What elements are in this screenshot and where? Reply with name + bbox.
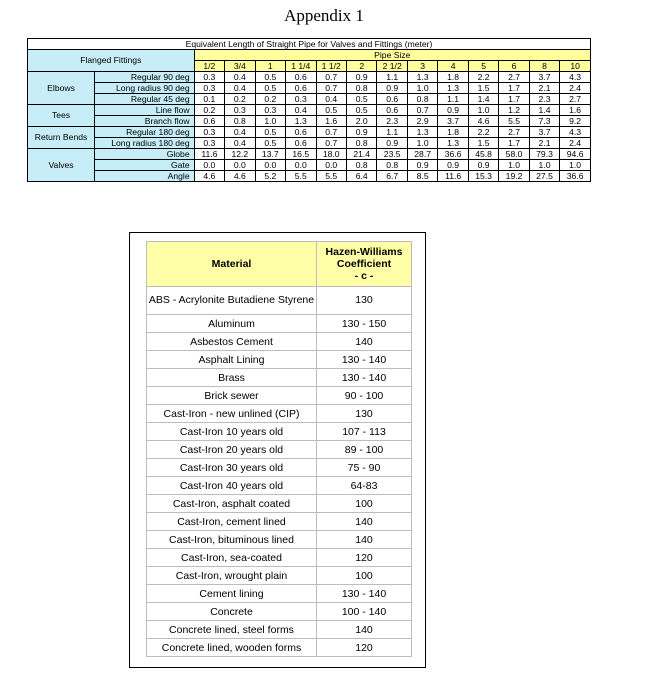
length-value: 79.3 [529, 149, 559, 160]
length-value: 2.7 [560, 94, 591, 105]
material-cell: Asphalt Lining [147, 351, 317, 369]
length-value: 0.5 [316, 105, 346, 116]
length-value: 1.5 [468, 83, 498, 94]
length-value: 0.8 [346, 138, 376, 149]
length-value: 0.2 [225, 94, 255, 105]
length-value: 0.8 [346, 83, 376, 94]
length-value: 0.4 [316, 94, 346, 105]
flanged-fittings-header: Flanged Fittings [28, 50, 195, 72]
table-row [147, 495, 412, 513]
fitting-category: Elbows [28, 72, 95, 105]
pipe-size-cell: 5 [468, 61, 498, 72]
coefficient-cell: 140 [317, 531, 412, 549]
length-value: 6.4 [346, 171, 376, 182]
length-value: 5.5 [286, 171, 316, 182]
length-value: 1.0 [255, 116, 285, 127]
material-cell: Concrete lined, steel forms [147, 621, 317, 639]
material-cell: ABS - Acrylonite Butadiene Styrene [147, 287, 317, 315]
length-value: 16.5 [286, 149, 316, 160]
page-title: Appendix 1 [284, 6, 364, 25]
pipe-size-cell: 6 [499, 61, 529, 72]
fitting-label: Globe [95, 149, 195, 160]
coefficient-cell: 120 [317, 639, 412, 657]
table-row [147, 477, 412, 495]
length-value: 1.1 [377, 127, 407, 138]
material-cell: Brass [147, 369, 317, 387]
length-value: 1.0 [499, 160, 529, 171]
length-value: 45.8 [468, 149, 498, 160]
length-value: 0.3 [194, 72, 224, 83]
length-value: 0.7 [316, 138, 346, 149]
length-value: 9.2 [560, 116, 591, 127]
table-row [147, 603, 412, 621]
length-value: 1.8 [438, 72, 468, 83]
length-value: 0.6 [377, 105, 407, 116]
length-value: 3.7 [438, 116, 468, 127]
length-value: 36.6 [560, 171, 591, 182]
length-value: 1.0 [529, 160, 559, 171]
fitting-label: Regular 45 deg [95, 94, 195, 105]
coefficient-header-line3: - c - [354, 270, 374, 282]
table-row [147, 585, 412, 603]
length-value: 0.3 [225, 105, 255, 116]
table-row [147, 567, 412, 585]
pipe-size-cell: 1/2 [194, 61, 224, 72]
length-value: 11.6 [194, 149, 224, 160]
table-row [147, 549, 412, 567]
length-value: 1.0 [407, 83, 437, 94]
pipe-size-header: Pipe Size [194, 50, 590, 61]
length-value: 1.1 [438, 94, 468, 105]
table-row [28, 72, 591, 83]
length-value: 58.0 [499, 149, 529, 160]
material-cell: Cast-Iron, sea-coated [147, 549, 317, 567]
equivalent-length-table [27, 38, 591, 182]
coefficient-header-line2: Coefficient [336, 258, 392, 270]
length-value: 1.5 [468, 138, 498, 149]
length-value: 2.1 [529, 138, 559, 149]
coefficient-cell: 90 - 100 [317, 387, 412, 405]
length-value: 0.4 [225, 72, 255, 83]
length-value: 0.5 [255, 83, 285, 94]
length-value: 1.2 [499, 105, 529, 116]
coefficient-cell: 130 [317, 287, 412, 315]
pipe-size-cell: 1 [255, 61, 285, 72]
length-value: 27.5 [529, 171, 559, 182]
length-value: 0.4 [225, 127, 255, 138]
length-value: 0.6 [286, 127, 316, 138]
table-row [147, 459, 412, 477]
length-value: 4.6 [194, 171, 224, 182]
length-value: 0.9 [346, 72, 376, 83]
length-value: 7.3 [529, 116, 559, 127]
length-value: 5.5 [316, 171, 346, 182]
table-row [147, 315, 412, 333]
length-value: 18.0 [316, 149, 346, 160]
length-value: 0.7 [316, 83, 346, 94]
length-value: 94.6 [560, 149, 591, 160]
fitting-label: Regular 90 deg [95, 72, 195, 83]
table-row [147, 351, 412, 369]
length-value: 2.4 [560, 83, 591, 94]
length-value: 0.6 [286, 83, 316, 94]
length-value: 0.0 [255, 160, 285, 171]
length-value: 0.9 [438, 105, 468, 116]
length-value: 1.3 [407, 127, 437, 138]
length-value: 0.3 [286, 94, 316, 105]
length-value: 1.0 [468, 105, 498, 116]
length-value: 11.6 [438, 171, 468, 182]
table-row [28, 138, 591, 149]
length-value: 1.3 [438, 83, 468, 94]
length-value: 0.5 [255, 72, 285, 83]
length-value: 21.4 [346, 149, 376, 160]
length-value: 1.6 [316, 116, 346, 127]
fitting-label: Gate [95, 160, 195, 171]
length-value: 1.4 [468, 94, 498, 105]
table-row [147, 405, 412, 423]
pipe-size-cell: 10 [560, 61, 591, 72]
material-cell: Cast-Iron 20 years old [147, 441, 317, 459]
coefficient-cell: 130 - 150 [317, 315, 412, 333]
length-value: 0.6 [286, 72, 316, 83]
table-row [147, 423, 412, 441]
fitting-category: Valves [28, 149, 95, 182]
material-cell: Cast-Iron 30 years old [147, 459, 317, 477]
length-value: 0.0 [225, 160, 255, 171]
material-cell: Cast-Iron 10 years old [147, 423, 317, 441]
length-value: 0.3 [194, 138, 224, 149]
length-value: 0.4 [286, 105, 316, 116]
table-row [28, 127, 591, 138]
length-value: 15.3 [468, 171, 498, 182]
length-value: 1.7 [499, 94, 529, 105]
length-value: 1.3 [438, 138, 468, 149]
length-value: 0.9 [407, 160, 437, 171]
length-value: 4.3 [560, 127, 591, 138]
length-value: 4.6 [468, 116, 498, 127]
length-value: 0.9 [438, 160, 468, 171]
length-value: 1.4 [529, 105, 559, 116]
length-value: 1.8 [438, 127, 468, 138]
fitting-category: Return Bends [28, 127, 95, 149]
table-row [147, 333, 412, 351]
length-value: 1.6 [560, 105, 591, 116]
length-value: 2.3 [529, 94, 559, 105]
length-value: 5.5 [499, 116, 529, 127]
coefficient-cell: 130 - 140 [317, 585, 412, 603]
length-value: 3.7 [529, 72, 559, 83]
table-row [147, 369, 412, 387]
length-value: 12.2 [225, 149, 255, 160]
length-value: 0.6 [286, 138, 316, 149]
coefficient-cell: 75 - 90 [317, 459, 412, 477]
length-value: 2.1 [529, 83, 559, 94]
table-row [147, 621, 412, 639]
coefficient-cell: 140 [317, 513, 412, 531]
coefficient-cell: 140 [317, 621, 412, 639]
length-value: 19.2 [499, 171, 529, 182]
length-value: 0.4 [225, 83, 255, 94]
coefficient-cell: 100 [317, 495, 412, 513]
material-cell: Cast-Iron, cement lined [147, 513, 317, 531]
length-value: 2.9 [407, 116, 437, 127]
coefficient-cell: 130 - 140 [317, 351, 412, 369]
length-value: 3.7 [529, 127, 559, 138]
table-row [28, 149, 591, 160]
length-value: 28.7 [407, 149, 437, 160]
fitting-label: Angle [95, 171, 195, 182]
length-value: 1.0 [560, 160, 591, 171]
length-value: 0.9 [346, 127, 376, 138]
fitting-label: Long radius 90 deg [95, 83, 195, 94]
length-value: 2.2 [468, 72, 498, 83]
length-value: 0.8 [377, 160, 407, 171]
length-value: 0.9 [377, 83, 407, 94]
length-value: 0.5 [346, 105, 376, 116]
table-row [28, 94, 591, 105]
length-value: 2.2 [468, 127, 498, 138]
table-row [147, 387, 412, 405]
fitting-label: Long radius 180 deg [95, 138, 195, 149]
fitting-label: Regular 180 deg [95, 127, 195, 138]
hazen-williams-table [146, 241, 412, 657]
table-row [28, 160, 591, 171]
length-value: 2.7 [499, 72, 529, 83]
length-value: 6.7 [377, 171, 407, 182]
table-row [147, 287, 412, 315]
length-value: 1.7 [499, 83, 529, 94]
pipe-size-cell: 1 1/2 [316, 61, 346, 72]
table-caption: Equivalent Length of Straight Pipe for Valves and Fittings (meter) [28, 39, 591, 50]
coefficient-cell: 120 [317, 549, 412, 567]
material-cell: Aluminum [147, 315, 317, 333]
coefficient-cell: 130 - 140 [317, 369, 412, 387]
length-value: 0.5 [346, 94, 376, 105]
pipe-size-cell: 3/4 [225, 61, 255, 72]
length-value: 0.2 [255, 94, 285, 105]
pipe-size-cell: 4 [438, 61, 468, 72]
material-cell: Cast-Iron, asphalt coated [147, 495, 317, 513]
material-cell: Cast-Iron, bituminous lined [147, 531, 317, 549]
length-value: 2.4 [560, 138, 591, 149]
pipe-size-cell: 8 [529, 61, 559, 72]
length-value: 0.4 [225, 138, 255, 149]
material-cell: Concrete [147, 603, 317, 621]
table-row [28, 171, 591, 182]
length-value: 2.3 [377, 116, 407, 127]
fitting-label: Branch flow [95, 116, 195, 127]
fitting-label: Line flow [95, 105, 195, 116]
table-row [147, 513, 412, 531]
material-cell: Cast-Iron - new unlined (CIP) [147, 405, 317, 423]
coefficient-header-line1: Hazen-Williams [325, 246, 403, 258]
table-row [147, 441, 412, 459]
length-value: 2.0 [346, 116, 376, 127]
length-value: 0.7 [407, 105, 437, 116]
length-value: 1.3 [407, 72, 437, 83]
material-header: Material [147, 242, 317, 287]
length-value: 0.8 [346, 160, 376, 171]
length-value: 1.1 [377, 72, 407, 83]
coefficient-cell: 100 - 140 [317, 603, 412, 621]
coefficient-cell: 140 [317, 333, 412, 351]
pipe-size-cell: 3 [407, 61, 437, 72]
coefficient-cell: 89 - 100 [317, 441, 412, 459]
length-value: 1.7 [499, 138, 529, 149]
length-value: 0.6 [194, 116, 224, 127]
length-value: 23.5 [377, 149, 407, 160]
pipe-size-cell: 1 1/4 [286, 61, 316, 72]
material-cell: Cast-Iron 40 years old [147, 477, 317, 495]
table-row [28, 105, 591, 116]
length-value: 0.0 [194, 160, 224, 171]
length-value: 0.1 [194, 94, 224, 105]
table-row [28, 116, 591, 127]
coefficient-cell: 100 [317, 567, 412, 585]
length-value: 0.5 [255, 127, 285, 138]
length-value: 8.5 [407, 171, 437, 182]
length-value: 0.5 [255, 138, 285, 149]
length-value: 0.7 [316, 127, 346, 138]
length-value: 4.3 [560, 72, 591, 83]
coefficient-cell: 107 - 113 [317, 423, 412, 441]
length-value: 0.2 [194, 105, 224, 116]
length-value: 1.0 [407, 138, 437, 149]
length-value: 0.0 [316, 160, 346, 171]
length-value: 4.6 [225, 171, 255, 182]
coefficient-cell: 64-83 [317, 477, 412, 495]
material-cell: Asbestos Cement [147, 333, 317, 351]
length-value: 0.3 [255, 105, 285, 116]
length-value: 0.9 [377, 138, 407, 149]
length-value: 0.7 [316, 72, 346, 83]
table-row [28, 83, 591, 94]
length-value: 0.0 [286, 160, 316, 171]
pipe-size-cell: 2 [346, 61, 376, 72]
length-value: 0.3 [194, 127, 224, 138]
fitting-category: Tees [28, 105, 95, 127]
pipe-size-cell: 2 1/2 [377, 61, 407, 72]
material-cell: Brick sewer [147, 387, 317, 405]
table-row [147, 639, 412, 657]
length-value: 0.8 [225, 116, 255, 127]
length-value: 0.9 [468, 160, 498, 171]
table-row [147, 531, 412, 549]
length-value: 36.6 [438, 149, 468, 160]
material-cell: Cast-Iron, wrought plain [147, 567, 317, 585]
length-value: 5.2 [255, 171, 285, 182]
length-value: 1.3 [286, 116, 316, 127]
length-value: 0.6 [377, 94, 407, 105]
coefficient-header [317, 242, 412, 287]
length-value: 0.8 [407, 94, 437, 105]
material-cell: Cement lining [147, 585, 317, 603]
length-value: 2.7 [499, 127, 529, 138]
material-cell: Concrete lined, wooden forms [147, 639, 317, 657]
length-value: 0.3 [194, 83, 224, 94]
coefficient-cell: 130 [317, 405, 412, 423]
length-value: 13.7 [255, 149, 285, 160]
